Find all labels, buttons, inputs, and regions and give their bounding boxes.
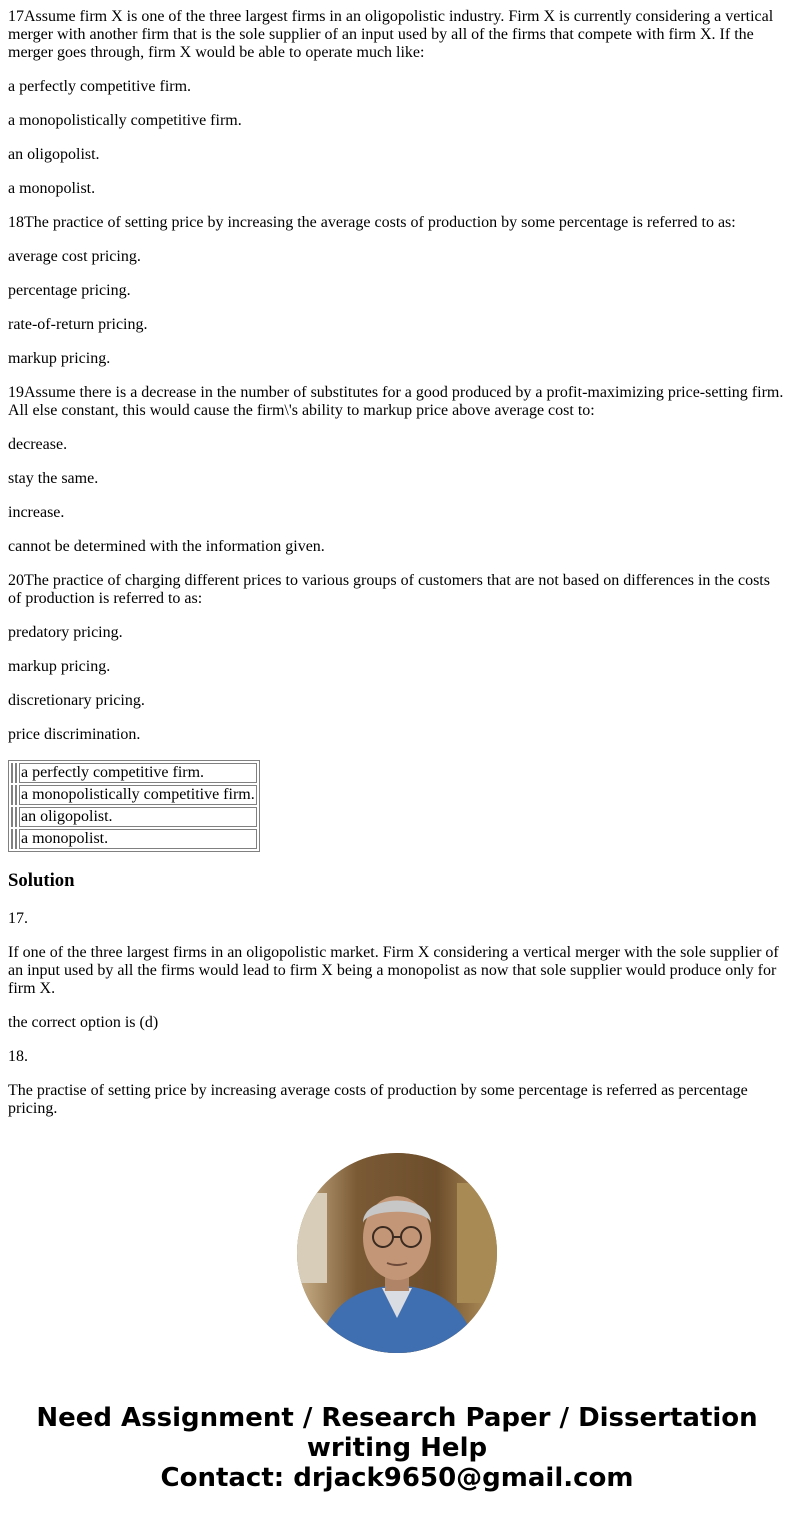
options-table bbox=[8, 760, 260, 852]
promo-line: Need Assignment / Research Paper / Dissertation writing Help bbox=[36, 1403, 758, 1463]
table-cell: an oligopolist. bbox=[19, 807, 257, 827]
option-a: average cost pricing. bbox=[8, 248, 141, 265]
option-d: markup pricing. bbox=[8, 350, 111, 367]
question-text: 18The practice of setting price by increasing the average costs of production by some percentage is referred to as: bbox=[8, 214, 736, 231]
option-b: percentage pricing. bbox=[8, 282, 131, 299]
option-b: stay the same. bbox=[8, 470, 99, 487]
promo-contact: Contact: drjack9650@gmail.com bbox=[160, 1463, 634, 1493]
question-17 bbox=[8, 8, 786, 198]
question-19 bbox=[8, 384, 786, 556]
radio-cell[interactable] bbox=[11, 829, 13, 849]
option-c: increase. bbox=[8, 504, 65, 521]
solution-number: 17. bbox=[8, 910, 28, 927]
person-photo-icon bbox=[297, 1153, 497, 1353]
question-20 bbox=[8, 572, 786, 744]
option-b: a monopolistically competitive firm. bbox=[8, 112, 242, 129]
radio-cell[interactable] bbox=[11, 763, 13, 783]
solution-text: If one of the three largest firms in an oligopolistic market. Firm X considering a vertical merger with the sole supplier of an input used by all the firms would lead to firm X being a monopolist as now that sole supplier would produce only for firm X. bbox=[8, 944, 779, 997]
table-row bbox=[11, 785, 257, 805]
question-text: 17Assume firm X is one of the three largest firms in an oligopolistic industry. Firm X is currently considering a vertical merger with another firm that is the sole supplier of an input used by all of the firms that compete with firm X. If the merger goes through, firm X would be able to operate much like: bbox=[8, 8, 774, 61]
solution-answer: the correct option is (d) bbox=[8, 1014, 159, 1031]
table-cell: a monopolistically competitive firm. bbox=[21, 786, 255, 803]
radio-cell[interactable] bbox=[15, 829, 17, 849]
solution-text: The practise of setting price by increasing average costs of production by some percentage is referred as percentage pricing. bbox=[8, 1082, 748, 1117]
solution-heading: Solution bbox=[8, 870, 75, 891]
avatar bbox=[297, 1153, 497, 1353]
option-a: a perfectly competitive firm. bbox=[8, 78, 192, 95]
radio-cell[interactable] bbox=[11, 807, 13, 827]
option-c: discretionary pricing. bbox=[8, 692, 145, 709]
table-row bbox=[11, 763, 257, 783]
option-d: price discrimination. bbox=[8, 726, 141, 743]
option-a: predatory pricing. bbox=[8, 624, 123, 641]
option-c: an oligopolist. bbox=[8, 146, 100, 163]
radio-cell[interactable] bbox=[15, 763, 17, 783]
solution-number: 18. bbox=[8, 1048, 28, 1065]
table-row bbox=[11, 807, 257, 827]
option-d: cannot be determined with the information given. bbox=[8, 538, 325, 555]
question-text: 20The practice of charging different prices to various groups of customers that are not based on differences in the costs of production is referred to as: bbox=[8, 572, 770, 607]
radio-cell[interactable] bbox=[11, 785, 13, 805]
radio-cell[interactable] bbox=[15, 807, 17, 827]
option-c: rate-of-return pricing. bbox=[8, 316, 148, 333]
option-a: decrease. bbox=[8, 436, 68, 453]
radio-cell[interactable] bbox=[15, 785, 17, 805]
question-text: 19Assume there is a decrease in the number of substitutes for a good produced by a profit-maximizing price-setting firm. All else constant, this would cause the firm\'s ability to markup price above average cost to: bbox=[8, 384, 784, 419]
table-row bbox=[11, 829, 257, 849]
option-b: markup pricing. bbox=[8, 658, 111, 675]
table-cell: a monopolist. bbox=[19, 829, 257, 849]
table-cell: a perfectly competitive firm. bbox=[19, 763, 257, 783]
option-d: a monopolist. bbox=[8, 180, 96, 197]
question-18 bbox=[8, 214, 786, 368]
promo-banner bbox=[0, 1403, 794, 1493]
